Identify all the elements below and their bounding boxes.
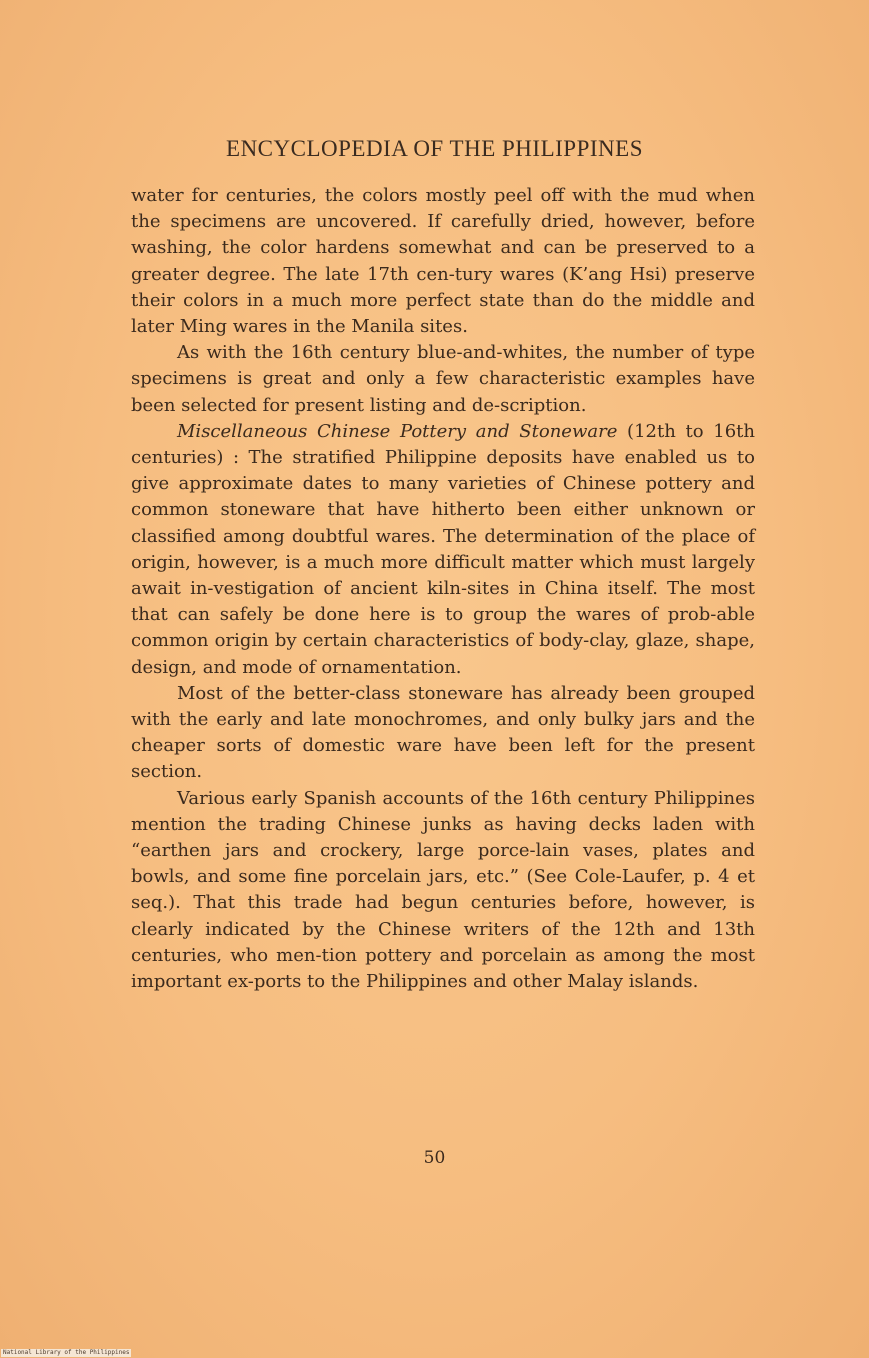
library-credit: National Library of the Philippines (3, 1349, 130, 1356)
page-number: 50 (423, 1148, 446, 1168)
paragraph-3-text: (12th to 16th centuries) : The stratified Philippine deposits have enabled us to give approximate dates to many varieties of Chinese pottery and common stoneware that have hitherto been either unknown or classified among doubtful wares. The determination of the place of origin, however, is a much more difficult matter which must largely await in-vestigation of ancient kiln-sites in China itself. The most that can safely be done here is to group the wares of prob-able common origin by certain characteristics of body-clay, glaze, shape, design, and mode of ornamentation. (131, 420, 755, 678)
paragraph-1: water for centuries, the colors mostly peel off with the mud when the specimens are uncovered. If carefully dried, however, before washing, the color hardens somewhat and can be preserved to a greater degree. The late 17th cen-tury wares (K’ang Hsi) preserve their colors in a much more perfect state than do the middle and later Ming wares in the Manila sites. (131, 185, 755, 338)
section-heading-miscellaneous-chinese-pottery: Miscellaneous Chinese Pottery and Stoneware (177, 420, 618, 442)
paragraph-3 (131, 419, 755, 681)
paragraph-4: Most of the better-class stoneware has already been grouped with the early and late monochromes, and only bulky jars and the cheaper sorts of domestic ware have been left for the present section. (131, 682, 755, 783)
paragraph-2: As with the 16th century blue-and-whites, the number of type specimens is great and only a few characteristic examples have been selected for present listing and de-scription. (131, 342, 755, 416)
body-text (131, 183, 755, 995)
running-head: ENCYCLOPEDIA OF THE PHILIPPINES (226, 136, 643, 161)
paragraph-5: Various early Spanish accounts of the 16th century Philippines mention the trading Chinese junks as having decks laden with “earthen jars and crockery, large porce-lain vases, plates and bowls, and some fine porcelain jars, etc.” (See Cole-Laufer, p. 4 et seq.). That this trade had begun centuries before, however, is clearly indicated by the Chinese writers of the 12th and 13th centuries, who men-tion pottery and porcelain as among the most important ex-ports to the Philippines and other Malay islands. (131, 787, 755, 993)
